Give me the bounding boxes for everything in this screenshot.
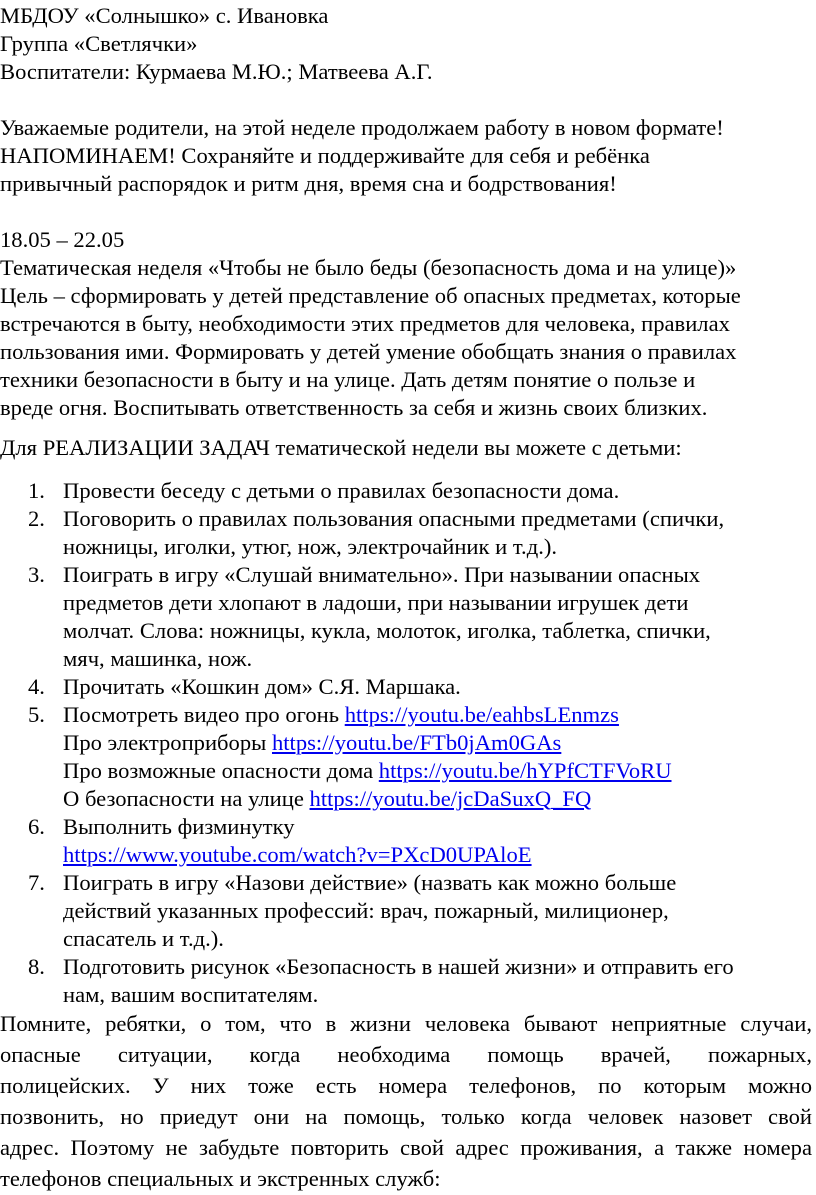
list-item-continuation: молчат. Слова: ножницы, кукла, молоток, иголка, таблетка, спички, xyxy=(63,618,711,643)
teachers-line: Воспитатели: Курмаева М.Ю.; Матвеева А.Г. xyxy=(0,59,433,84)
closing-line: полицейских. У них тоже есть номера телефонов, по которым можно xyxy=(0,1073,812,1098)
list-number: 6. xyxy=(28,814,45,839)
goal-line: Цель – сформировать у детей представление об опасных предметах, которые xyxy=(0,283,741,308)
list-item-continuation: спасатель и т.д.). xyxy=(63,926,224,951)
list-item-continuation: нам, вашим воспитателям. xyxy=(63,982,319,1007)
video-link-exercise[interactable]: https://www.youtube.com/watch?v=PXcD0UPAloE xyxy=(63,842,532,867)
closing-line: позвонить, но приедут они на помощь, только когда человек назовет свой xyxy=(0,1104,812,1129)
video-label-fire: Посмотреть видео про огонь xyxy=(63,702,345,727)
list-item-continuation xyxy=(63,757,672,785)
week-theme: Тематическая неделя «Чтобы не было беды (безопасность дома и на улице)» xyxy=(0,255,737,280)
list-item-continuation: действий указанных профессий: врач, пожарный, милиционер, xyxy=(63,898,669,923)
video-link-home-dangers[interactable]: https://youtu.be/hYPfCTFVoRU xyxy=(378,758,672,783)
list-number: 3. xyxy=(28,562,45,587)
video-label-home-dangers: Про возможные опасности дома xyxy=(63,758,379,783)
closing-line: телефонов специальных и экстренных служб: xyxy=(0,1166,441,1191)
closing-line: адрес. Поэтому не забудьте повторить свой адрес проживания, а также номера xyxy=(0,1135,812,1160)
list-item: Прочитать «Кошкин дом» С.Я. Маршака. xyxy=(63,674,461,699)
closing-line: Помните, ребятки, о том, что в жизни человека бывают неприятные случаи, xyxy=(0,1011,812,1036)
intro-line-3: привычный распорядок и ритм дня, время сна и бодрствования! xyxy=(0,171,617,196)
group-name: Группа «Светлячки» xyxy=(0,31,198,56)
list-number: 7. xyxy=(28,870,45,895)
list-item-continuation: мяч, машинка, нож. xyxy=(63,646,253,671)
kindergarten-name: МБДОУ «Солнышко» с. Ивановка xyxy=(0,3,329,28)
list-item: Поиграть в игру «Назови действие» (назвать как можно больше xyxy=(63,870,677,895)
week-dates: 18.05 – 22.05 xyxy=(0,227,125,252)
list-item: Провести беседу с детьми о правилах безопасности дома. xyxy=(63,478,620,503)
list-item: Поиграть в игру «Слушай внимательно». При назывании опасных xyxy=(63,562,701,587)
list-item-continuation xyxy=(63,729,561,757)
goal-line: встречаются в быту, необходимости этих предметов для человека, правилах xyxy=(0,311,730,336)
tasks-intro: Для РЕАЛИЗАЦИИ ЗАДАЧ тематической недели вы можете с детьми: xyxy=(0,435,682,460)
video-link-fire[interactable]: https://youtu.be/eahbsLEnmzs xyxy=(344,702,619,727)
list-item-continuation xyxy=(63,785,591,813)
video-link-appliances[interactable]: https://youtu.be/FTb0jAm0GAs xyxy=(271,730,562,755)
intro-line-2: НАПОМИНАЕМ! Сохраняйте и поддерживайте для себя и ребёнка xyxy=(0,143,650,168)
list-item xyxy=(63,701,619,729)
video-link-street-safety[interactable]: https://youtu.be/jcDaSuxQ_FQ xyxy=(309,786,592,811)
goal-line: пользования ими. Формировать у детей умение обобщать знания о правилах xyxy=(0,339,737,364)
goal-line: техники безопасности в быту и на улице. Дать детям понятие о пользе и xyxy=(0,367,696,392)
intro-line-1: Уважаемые родители, на этой неделе продолжаем работу в новом формате! xyxy=(0,115,724,140)
list-item-continuation: ножницы, иголки, утюг, нож, электрочайник и т.д.). xyxy=(63,534,558,559)
list-number: 2. xyxy=(28,506,45,531)
list-item: Поговорить о правилах пользования опасными предметами (спички, xyxy=(63,506,725,531)
list-number: 8. xyxy=(28,954,45,979)
list-item-continuation xyxy=(63,841,532,869)
goal-line: вреде огня. Воспитывать ответственность за себя и жизнь своих близких. xyxy=(0,395,708,420)
list-number: 1. xyxy=(28,478,45,503)
list-number: 4. xyxy=(28,674,45,699)
list-item: Подготовить рисунок «Безопасность в нашей жизни» и отправить его xyxy=(63,954,734,979)
video-label-appliances: Про электроприборы xyxy=(63,730,272,755)
list-item: Выполнить физминутку xyxy=(63,814,295,839)
closing-line: опасные ситуации, когда необходима помощь врачей, пожарных, xyxy=(0,1042,812,1067)
video-label-street-safety: О безопасности на улице xyxy=(63,786,310,811)
list-item-continuation: предметов дети хлопают в ладоши, при назывании игрушек дети xyxy=(63,590,689,615)
list-number: 5. xyxy=(28,702,45,727)
